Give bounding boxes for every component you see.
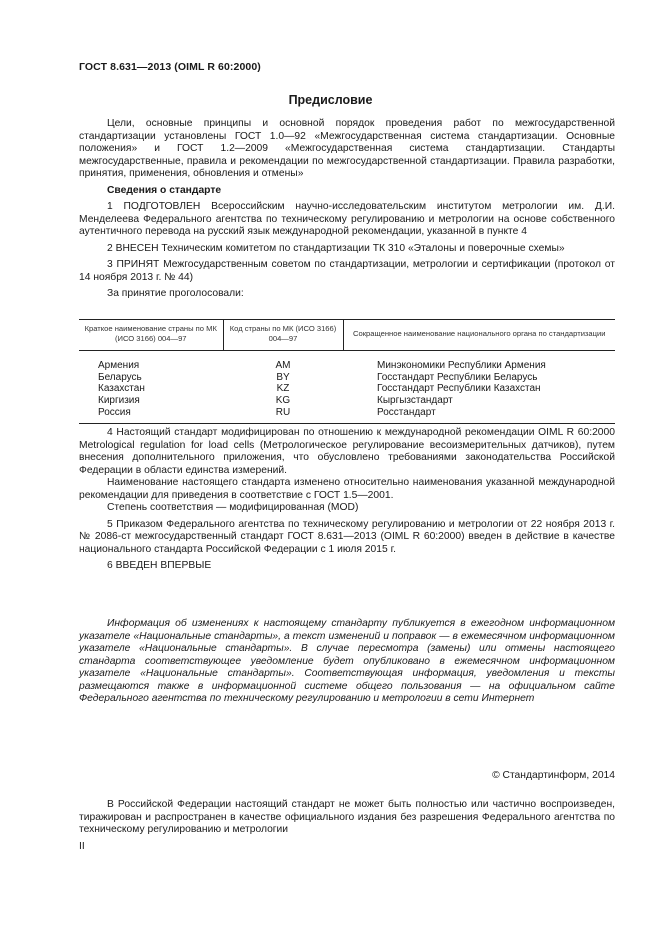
change-info-section: [79, 618, 615, 706]
intro-paragraph: Цели, основные принципы и основной порядок проведения работ по межгосударственной стандартизации установлены ГОСТ 1.0—92 «Межгосударственная система стандартизации. Основные положения» и ГОСТ 1.2—2009 «Межгосударственная система стандартизации. Стандарты межгосударственные, правила и рекомендации по межгосударственной стандартизации. Правила разработки, принятия, применения, обновления и отмены»: [79, 118, 615, 179]
change-info-paragraph: Информация об изменениях к настоящему стандарту публикуется в ежегодном информационном указателе «Национальные стандарты», а текст изменений и поправок — в ежемесячном информационном указателе «Национальные стандарты». В случае пересмотра (замены) или отмены настоящего стандарта соответствующее уведомление будет опубликовано в ежемесячном информационном указателе «Национальные стандарты». Соответствующая информация, уведомления и тексты размещаются также в информационной системе общего пользования — на официальном сайте Федерального агентства по техническому регулированию и метрологии в сети Интернет: [79, 618, 615, 704]
item-4-paragraph: 4 Настоящий стандарт модифицирован по отношению к международной рекомендации OIML R 60:2000 Metrological regulation for load cells (Метрологическое регулирование весоизмерительных датчиков), путем внесения дополнительного приложения, что обусловлено требованиями законодательства Российской Федерации в области единства измерений.: [79, 427, 615, 476]
table-cell-country: Казахстан: [98, 383, 145, 395]
table-header-row: [79, 320, 615, 351]
table-cell-code: RU: [223, 407, 343, 423]
standard-info-subhead: Сведения о стандарте: [107, 184, 222, 196]
table-header-code: Код страны по МК (ИСО 3166) 004—97: [223, 320, 343, 351]
copyright-notice: © Стандартинформ, 2014: [492, 770, 615, 781]
item-5-paragraph: 5 Приказом Федерального агентства по техническому регулированию и метрологии от 22 ноября 2013 г. № 2086-ст межгосударственный стандарт ГОСТ 8.631—2013 (OIML R 60:2000) введен в действие в качестве национального стандарта Российской Федерации с 1 июля 2015 г.: [79, 518, 615, 555]
item-6-paragraph: 6 ВВЕДЕН ВПЕРВЫЕ: [107, 560, 212, 571]
item-1-paragraph: 1 ПОДГОТОВЛЕН Всероссийским научно-исследовательским институтом метрологии им. Д.И. Менделеева Федерального агентства по техническому регулированию и метрологии на основе собственного аутентичного перевода на русский язык международной рекомендации, указанной в пункте 4: [79, 201, 615, 237]
preface-section: [79, 118, 615, 301]
voting-table: [79, 319, 615, 424]
table-row: [79, 383, 615, 395]
document-header: ГОСТ 8.631—2013 (OIML R 60:2000): [79, 61, 261, 73]
item-2-paragraph: 2 ВНЕСЕН Техническим комитетом по стандартизации ТК 310 «Эталоны и поверочные схемы»: [107, 242, 565, 254]
table-row: [79, 395, 615, 407]
table-cell-code: KG: [275, 395, 291, 407]
table-cell-country: Армения: [98, 360, 140, 371]
reproduction-notice-section: [79, 799, 615, 837]
item-4-name-paragraph: Наименование настоящего стандарта изменено относительно наименования указанной международной рекомендации для приведения в соответствие с ГОСТ 1.5—2001.: [79, 477, 615, 501]
page-number: II: [79, 841, 85, 852]
table-cell-code: KZ: [276, 383, 290, 395]
table-cell-country: Россия: [79, 407, 223, 423]
table-cell-country: Беларусь: [98, 371, 142, 383]
table-cell-country: Киргизия: [98, 395, 140, 407]
table-cell-org: Госстандарт Республики Беларусь: [377, 371, 538, 383]
table-header-org: Сокращенное наименование национального органа по стандартизации: [343, 320, 615, 351]
table-cell-org: Минэкономики Республики Армения: [377, 360, 546, 371]
table-cell-code: BY: [276, 371, 290, 383]
table-cell-code: AM: [275, 360, 291, 371]
page-title: Предисловие: [288, 93, 373, 107]
items-continued-section: [79, 427, 615, 573]
table-row: [79, 372, 615, 384]
table-row: [79, 351, 615, 372]
table-cell-org: Росстандарт: [343, 407, 615, 423]
table-cell-org: Кыргызстандарт: [377, 395, 453, 407]
table-row: [79, 407, 615, 423]
item-4-degree-paragraph: Степень соответствия — модифицированная (MOD): [107, 502, 359, 513]
reproduction-notice: В Российской Федерации настоящий стандарт не может быть полностью или частично воспроизведен, тиражирован и распространен в качестве официального издания без разрешения Федерального агентства по техническому регулированию и метрологии: [79, 799, 615, 835]
table-cell-org: Госстандарт Республики Казахстан: [377, 383, 541, 395]
item-3-paragraph: 3 ПРИНЯТ Межгосударственным советом по стандартизации, метрологии и сертификации (протокол от 14 ноября 2013 г. № 44): [79, 259, 615, 283]
vote-paragraph: За принятие проголосовали:: [107, 288, 244, 299]
table-header-country: Краткое наименование страны по МК (ИСО 3166) 004—97: [79, 320, 223, 351]
